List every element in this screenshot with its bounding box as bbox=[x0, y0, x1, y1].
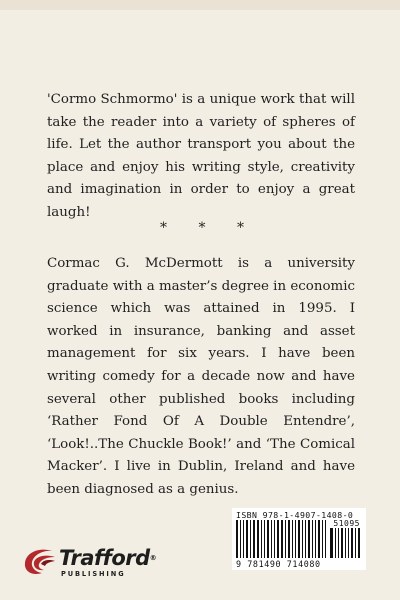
barcode-bar bbox=[341, 528, 343, 558]
barcode-bar bbox=[338, 528, 339, 558]
barcode-bar bbox=[285, 520, 286, 558]
barcode-bar bbox=[335, 528, 336, 558]
barcode-bar bbox=[345, 528, 346, 558]
barcode-bar bbox=[240, 520, 241, 558]
barcode-bar bbox=[271, 520, 272, 558]
isbn-barcode bbox=[232, 508, 366, 570]
separator-star: * bbox=[237, 220, 244, 236]
publisher-swoosh-icon bbox=[22, 545, 58, 579]
barcode-bar bbox=[288, 520, 290, 558]
section-separator bbox=[160, 221, 244, 235]
barcode-bar bbox=[318, 520, 320, 558]
barcode-bar bbox=[358, 528, 360, 558]
barcode-bar bbox=[308, 520, 310, 558]
barcode-bar bbox=[312, 520, 313, 558]
barcode-bar bbox=[325, 520, 326, 558]
publisher-logo bbox=[22, 545, 202, 585]
ean-digits: 9 781490 714080 bbox=[236, 559, 321, 569]
barcode-bar bbox=[305, 520, 306, 558]
top-edge-strip bbox=[0, 0, 400, 10]
barcode-bar bbox=[250, 520, 251, 558]
separator-star: * bbox=[160, 220, 167, 236]
barcode-bar bbox=[246, 520, 248, 558]
barcode-bar bbox=[257, 520, 259, 558]
publisher-name: Trafford® bbox=[59, 546, 157, 570]
price-addon-digits: 51095 bbox=[333, 519, 360, 528]
barcode-bar bbox=[264, 520, 265, 558]
barcode-bar bbox=[253, 520, 255, 558]
barcode-bar bbox=[351, 528, 353, 558]
barcode-bar bbox=[295, 520, 296, 558]
barcode-bar bbox=[292, 520, 293, 558]
publisher-tagline: PUBLISHING bbox=[61, 570, 126, 578]
book-blurb: 'Cormo Schmormo' is a unique work that will take the reader into a variety of spheres of life. Let the author transport you about the place and enjoy his writing style, creativity and imagination in order to enjoy a great laugh! bbox=[47, 92, 355, 220]
barcode-bar bbox=[236, 520, 238, 558]
isbn-label: ISBN 978-1-4907-1408-0 bbox=[236, 510, 354, 520]
barcode-bar bbox=[243, 520, 244, 558]
barcode-bar bbox=[277, 520, 279, 558]
barcode-bar bbox=[281, 520, 283, 558]
addon-barcode-bars bbox=[330, 528, 362, 558]
barcode-bar bbox=[298, 520, 300, 558]
barcode-bar bbox=[261, 520, 262, 558]
barcode-bar bbox=[267, 520, 269, 558]
ean-barcode-bars bbox=[236, 520, 328, 558]
barcode-bar bbox=[274, 520, 275, 558]
barcode-bar bbox=[348, 528, 349, 558]
separator-star: * bbox=[198, 220, 206, 236]
author-bio: Cormac G. McDermott is a university graduate with a master’s degree in economic science which was attained in 1995. I worked in insurance, banking and asset management for six years. I have been writing comedy for a decade now and have several other published books including ‘Rather Fond Of A Double Entendre’, ‘Look!..The Chuckle Book!’ and ‘The Comical Macker’. I live in Dublin, Ireland and have been diagnosed as a genius. bbox=[47, 256, 355, 497]
barcode-bar bbox=[315, 520, 316, 558]
trademark-symbol: ® bbox=[149, 554, 157, 562]
barcode-bar bbox=[322, 520, 323, 558]
barcode-bar bbox=[330, 528, 333, 558]
barcode-bar bbox=[355, 528, 356, 558]
barcode-bar bbox=[302, 520, 303, 558]
